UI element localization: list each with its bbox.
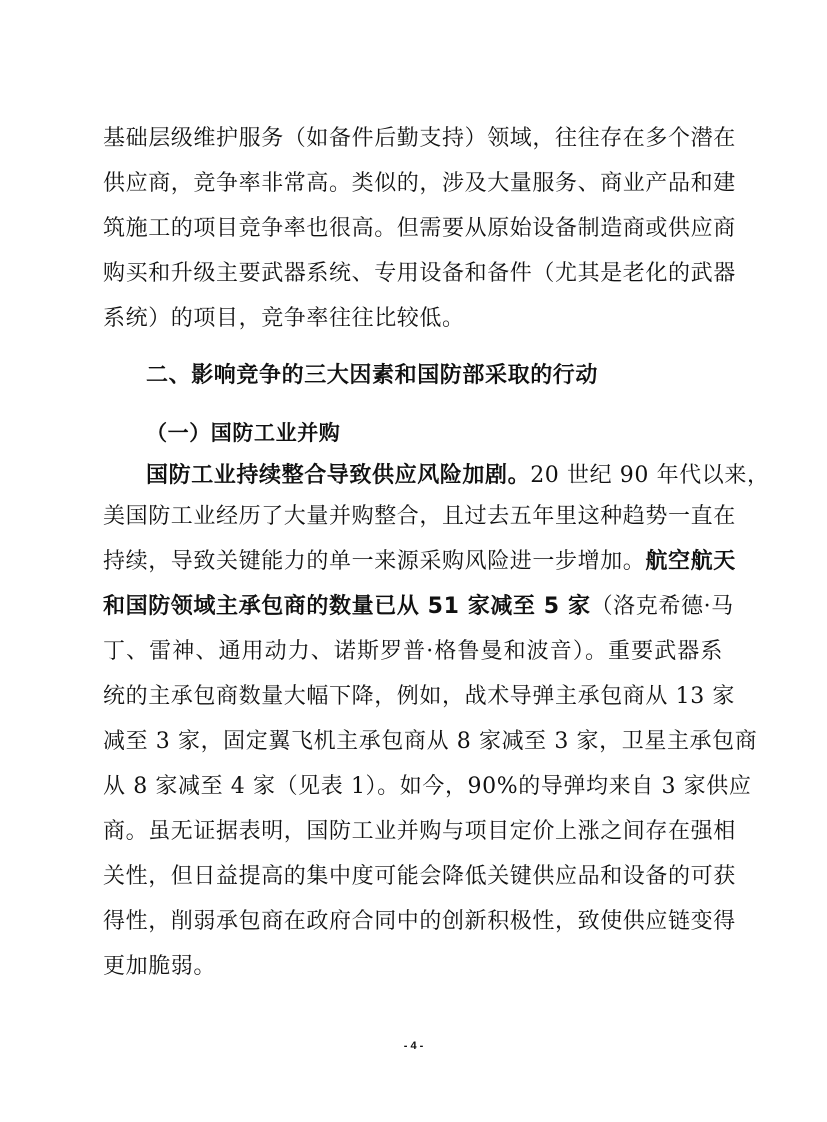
paragraph-2-line-8: 从 8 家减至 4 家（见表 1）。如今，90%的导弹均来自 3 家供应 [103, 774, 752, 799]
paragraph-2-line-11: 得性，削弱承包商在政府合同中的创新积极性，致使供应链变得 [103, 909, 736, 934]
subsection-heading: （一）国防工业并购 [146, 421, 341, 445]
paragraph-2-line-12: 更加脆弱。 [103, 954, 217, 979]
lead-sentence-bold: 国防工业持续整合导致供应风险加剧。 [146, 463, 531, 488]
paragraph-2-line-3 [103, 547, 736, 577]
paragraph-1-line-5: 系统）的项目，竞争率往往比较低。 [103, 306, 465, 331]
paragraph-2-line-9: 商。虽无证据表明，国防工业并购与项目定价上涨之间存在强相 [103, 819, 736, 844]
paragraph-2-line-3-bold: 航空航天 [645, 549, 736, 574]
paragraph-1-line-1: 基础层级维护服务（如备件后勤支持）领域，往往存在多个潜在 [103, 126, 736, 151]
paragraph-2-line-5: 丁、雷神、通用动力、诺斯罗普·格鲁曼和波音）。重要武器系 [103, 639, 723, 664]
paragraph-2-line-7: 减至 3 家，固定翼飞机主承包商从 8 家减至 3 家，卫星主承包商 [103, 729, 758, 754]
paragraph-2-line-1 [146, 461, 770, 491]
paragraph-2-line-6: 统的主承包商数量大幅下降，例如，战术导弹主承包商从 13 家 [103, 684, 735, 709]
paragraph-2-line-2: 美国防工业经历了大量并购整合，且过去五年里这种趋势一直在 [103, 504, 736, 529]
paragraph-2-line-4-bold: 和国防领域主承包商的数量已从 51 家减至 5 家 [103, 594, 591, 619]
paragraph-2-line-1-rest: 20 世纪 90 年代以来， [530, 463, 770, 488]
paragraph-1-line-3: 筑施工的项目竞争率也很高。但需要从原始设备制造商或供应商 [103, 216, 736, 241]
paragraph-2-line-4-rest: （洛克希德·马 [590, 594, 734, 619]
section-heading: 二、影响竞争的三大因素和国防部采取的行动 [146, 363, 599, 388]
paragraph-1-line-2: 供应商，竞争率非常高。类似的，涉及大量服务、商业产品和建 [103, 171, 736, 196]
paragraph-2-line-4 [103, 592, 734, 622]
page-number: - 4 - [403, 1040, 424, 1052]
paragraph-2-line-10: 关性，但日益提高的集中度可能会降低关键供应品和设备的可获 [103, 864, 736, 889]
paragraph-2-line-3-plain: 持续，导致关键能力的单一来源采购风险进一步增加。 [103, 549, 646, 574]
paragraph-1-line-4: 购买和升级主要武器系统、专用设备和备件（尤其是老化的武器 [103, 261, 736, 286]
